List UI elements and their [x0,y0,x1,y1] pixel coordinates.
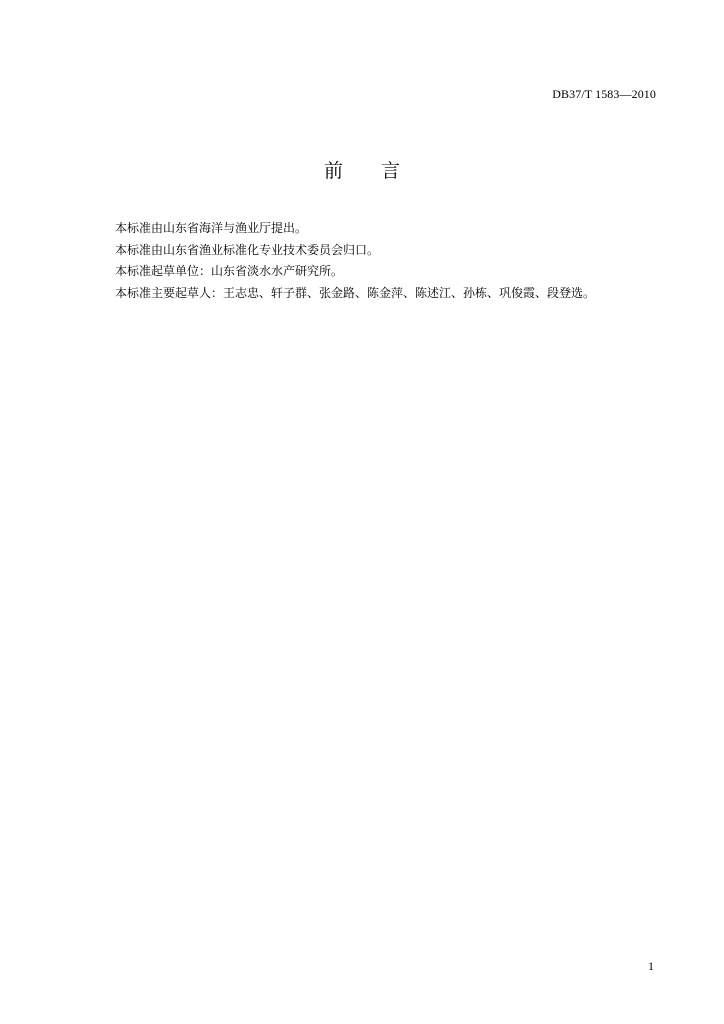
paragraph-drafting-unit: 本标准起草单位：山东省淡水水产研究所。 [115,264,344,278]
paragraph-drafters: 本标准主要起草人：王志忠、轩子群、张金路、陈金萍、陈述江、孙栋、巩俊霞、段登选。 [115,285,596,300]
page-number: 1 [648,959,654,973]
standard-code: DB37/T 1583—2010 [552,87,656,101]
foreword-body [115,218,675,304]
paragraph-proposer: 本标准由山东省海洋与渔业厅提出。 [115,221,308,235]
paragraph-committee: 本标准由山东省渔业标准化专业技术委员会归口。 [115,242,380,257]
page-title: 前 言 [323,160,400,182]
